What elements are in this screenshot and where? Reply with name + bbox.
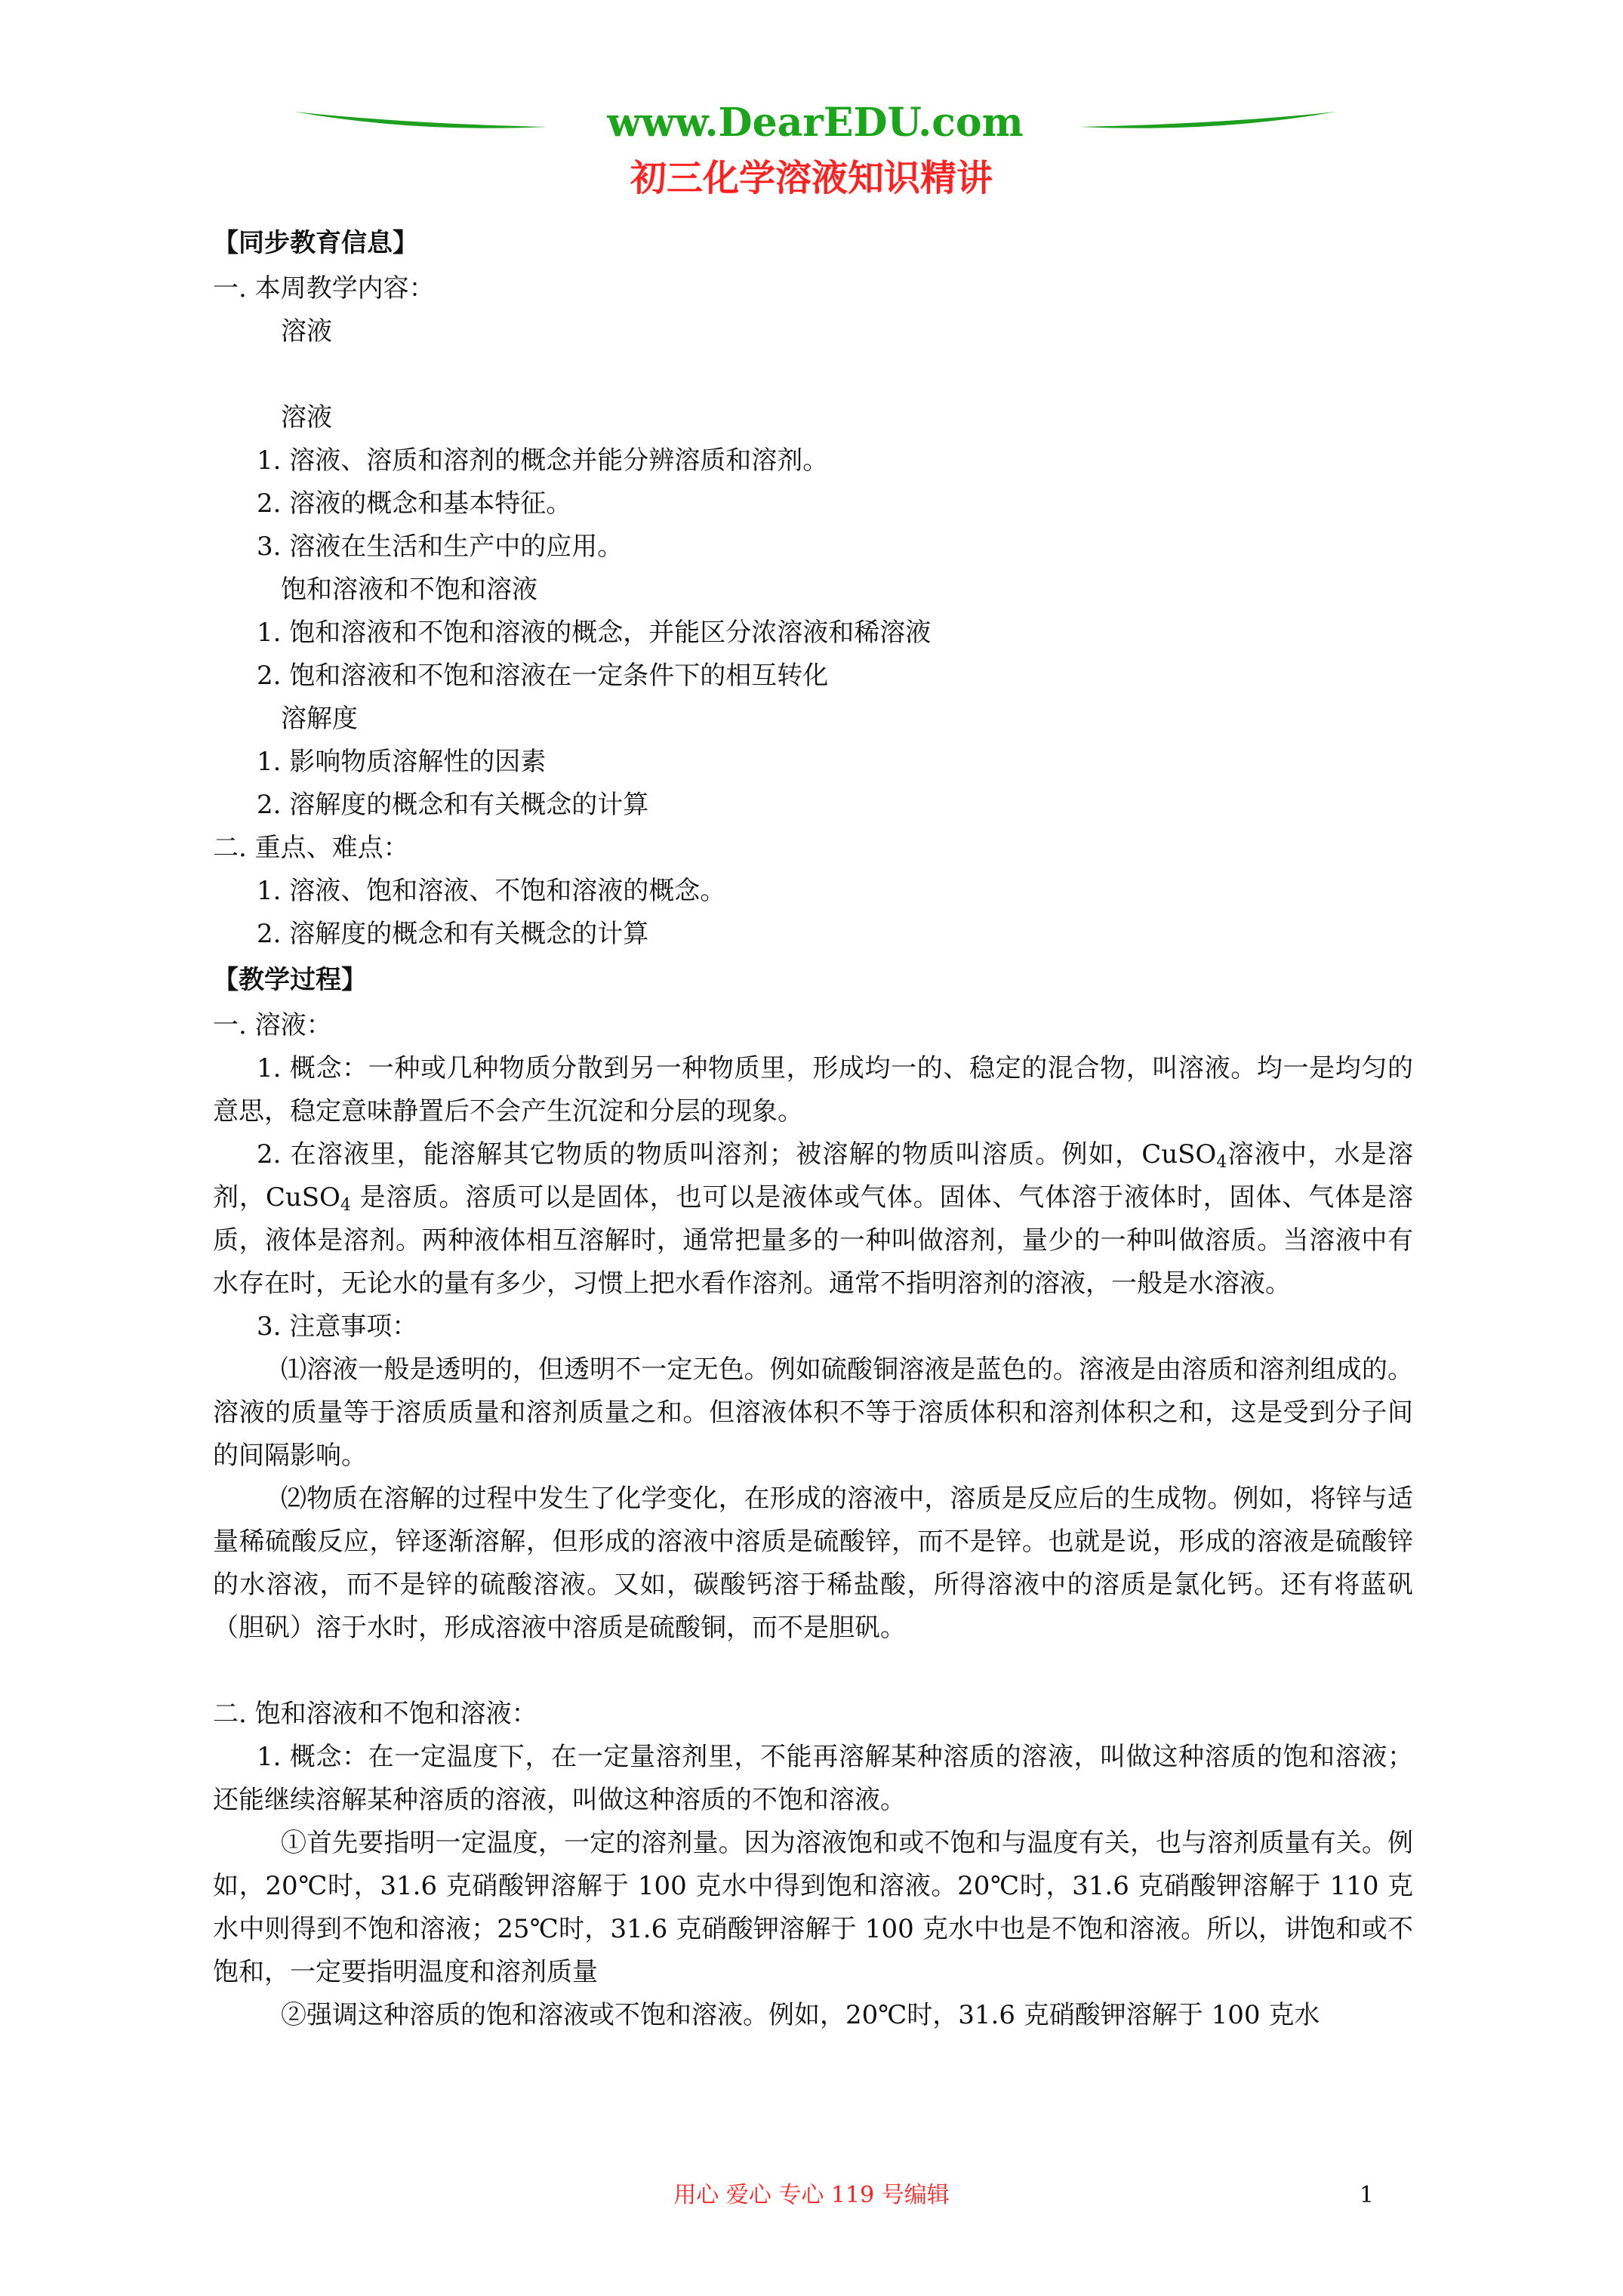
page-title: 初三化学溶液知识精讲 — [630, 157, 993, 199]
topic-3-item: 2. 溶解度的概念和有关概念的计算 — [257, 790, 649, 820]
key-item: 2. 溶解度的概念和有关概念的计算 — [257, 919, 649, 949]
s1-note: ⑵物质在溶解的过程中发生了化学变化，在形成的溶液中，溶质是反应后的生成物。例如，将锌与适量稀硫酸反应，锌逐渐溶解，但形成的溶液中溶质是硫酸锌，而不是锌。也就是说，形成的溶液是硫酸锌的水溶液，而不是锌的硫酸溶液。又如，碳酸钙溶于稀盐酸，所得溶液中的溶质是氯化钙。还有将蓝矾（胆矾）溶于水时，形成溶液中溶质是硫酸铜，而不是胆矾。 — [213, 1484, 1413, 1643]
s2-paragraph: 1. 概念：在一定温度下，在一定量溶剂里，不能再溶解某种溶质的溶液，叫做这种溶质的饱和溶液；还能继续溶解某种溶质的溶液，叫做这种溶质的不饱和溶液。 — [213, 1742, 1413, 1815]
site-header — [287, 97, 1344, 149]
week-heading: 一. 本周教学内容： — [213, 273, 435, 304]
site-logo-text: www.DearEDU.com — [607, 100, 1024, 146]
key-item: 1. 溶液、饱和溶液、不饱和溶液的概念。 — [257, 876, 726, 906]
topic-1-item: 1. 溶液、溶质和溶剂的概念并能分辨溶质和溶剂。 — [257, 445, 829, 476]
topic-3-item: 1. 影响物质溶解性的因素 — [257, 747, 547, 777]
topic-2-item: 1. 饱和溶液和不饱和溶液的概念，并能区分浓溶液和稀溶液 — [257, 618, 932, 648]
s2-note: ②强调这种溶质的饱和溶液或不饱和溶液。例如，20℃时，31.6 克硝酸钾溶解于 100 克水 — [281, 2000, 1320, 2030]
topic-1-item: 2. 溶液的概念和基本特征。 — [257, 488, 572, 519]
process-section-heading: 【教学过程】 — [213, 965, 367, 995]
s1-heading: 一. 溶液： — [213, 1010, 332, 1040]
topic-1-item: 3. 溶液在生活和生产中的应用。 — [257, 532, 624, 562]
s2-heading: 二. 饱和溶液和不饱和溶液： — [213, 1699, 537, 1729]
s1-paragraph: 2. 在溶液里，能溶解其它物质的物质叫溶剂；被溶解的物质叫溶质。例如，CuSO$_4$溶液中，水是溶剂，CuSO$_4$ 是溶质。溶质可以是固体，也可以是液体或气体。固体、气体溶于液体时，固体、气体是溶质，液体是溶剂。两种液体相互溶解时，通常把量多的一种叫做溶剂，量少的一种叫做溶质。当溶液中有水存在时，无论水的量有多少，习惯上把水看作溶剂。通常不指明溶剂的溶液，一般是水溶液。 — [213, 1139, 1414, 1299]
sync-section-heading: 【同步教育信息】 — [213, 228, 418, 258]
s1-paragraph: 1. 概念：一种或几种物质分散到另一种物质里，形成均一的、稳定的混合物，叫溶液。均一是均匀的意思，稳定意味静置后不会产生沉淀和分层的现象。 — [213, 1053, 1413, 1126]
s2-note: ①首先要指明一定温度，一定的溶剂量。因为溶液饱和或不饱和与温度有关，也与溶剂质量有关。例如，20℃时，31.6 克硝酸钾溶解于 100 克水中得到饱和溶液。20℃时，31.6 克硝酸钾溶解于 110 克水中则得到不饱和溶液；25℃时，31.6 克硝酸钾溶解于 100 克水中也是不饱和溶液。所以，讲饱和或不饱和，一定要指明温度和溶剂质量 — [213, 1828, 1413, 1987]
week-topic: 溶液 — [281, 316, 332, 347]
topic-2-item: 2. 饱和溶液和不饱和溶液在一定条件下的相互转化 — [257, 661, 829, 691]
topic-2-name: 饱和溶液和不饱和溶液 — [281, 575, 537, 605]
page-number: 1 — [1359, 2182, 1374, 2208]
s1-note: ⑴溶液一般是透明的，但透明不一定无色。例如硫酸铜溶液是蓝色的。溶液是由溶质和溶剂组成的。溶液的质量等于溶质质量和溶剂质量之和。但溶液体积不等于溶质体积和溶剂体积之和，这是受到分子间的间隔影响。 — [213, 1354, 1413, 1471]
footer-text: 用心 爱心 专心 119 号编辑 — [673, 2182, 950, 2208]
key-heading: 二. 重点、难点： — [213, 833, 409, 863]
s1-paragraph: 3. 注意事项： — [257, 1311, 418, 1342]
document-body — [213, 219, 1413, 2037]
topic-1-name: 溶液 — [281, 402, 332, 433]
topic-3-name: 溶解度 — [281, 704, 358, 734]
